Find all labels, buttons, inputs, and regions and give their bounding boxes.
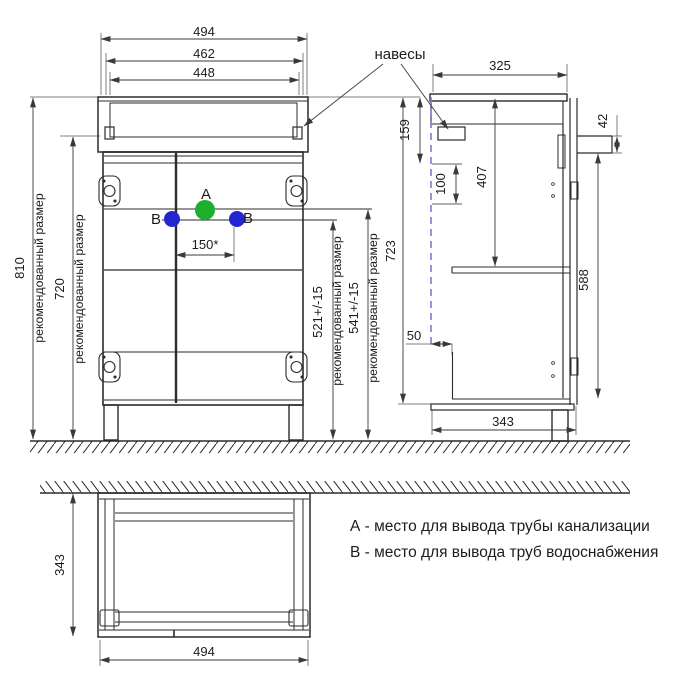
bracket-height-label: 42 [595,113,610,129]
height-cabinet-label: 723 [383,240,398,262]
back-height-label: 588 [576,269,591,291]
hinge-bottom-left [99,352,120,382]
front-width-mid-label: 462 [193,46,215,61]
hinge-top-right [286,176,307,206]
side-apron [431,101,563,124]
wall-bracket-bar [577,136,612,153]
height-overall-label: 810 [12,257,27,279]
front-width-inner-label: 448 [193,65,215,80]
bottom-view [98,493,310,637]
door-top-rails [104,156,302,163]
height-a-outlet-label: 541+/-15 [346,282,361,334]
back-screw-holes [552,183,555,378]
hinges-leader-left [304,64,383,126]
outlet-b-left-label: B [150,211,162,228]
bottom-view-outline [98,493,310,637]
hinge-bottom-right [286,352,307,382]
toe-kick-recess [452,352,570,399]
hinges-leaders [304,64,448,129]
depth-top-label: 325 [489,58,511,73]
countertop-recess [110,103,297,137]
front-width-overall-label: 494 [193,24,215,39]
pipe-zone-label: 100 [433,173,448,195]
countertop-outline [98,97,308,152]
legend-line-a: А - место для вывода трубы канализации [350,518,650,535]
bottomview-depth-label: 343 [52,554,67,576]
side-shelf [452,267,570,273]
outlet-b-right-label: B [242,210,254,227]
hinges-label: навесы [374,46,426,63]
side-hinge-bracket [438,127,465,140]
side-extensions [406,64,622,435]
b-spacing-label: 150* [191,237,219,252]
height-body-note: рекомендованный размер [72,214,86,364]
bottom-view-horizontals [99,499,309,630]
bottom-view-verticals [105,499,303,630]
leg-front-right [289,405,303,440]
side-bottom-plinth [431,404,574,410]
dimension-lines [33,39,617,660]
ground-hatch [30,441,630,453]
front-top-extensions [101,33,307,95]
side-countertop [430,94,567,101]
legend-line-b: В - место для вывода труб водоснабжения [350,544,659,561]
outlet-a-marker [195,200,215,220]
extension-lines [30,33,622,666]
height-b-outlet-note: рекомендованный размер [330,236,344,386]
hanging-rail-slot [558,135,565,168]
outlet-a-label: A [200,186,212,203]
hinge-offset-label: 159 [397,119,412,141]
depth-bottom-label: 343 [492,414,514,429]
side-view [430,94,612,441]
outlet-b-marker-left [164,211,180,227]
toe-recess-label: 50 [406,328,422,343]
height-body-label: 720 [52,278,67,300]
inner-height-label: 407 [474,166,489,188]
leg-side [552,410,568,441]
height-b-outlet-label: 521+/-15 [310,286,325,338]
bottomview-width-label: 494 [193,644,215,659]
leg-front-left [104,405,118,440]
height-overall-note: рекомендованный размер [32,193,46,343]
height-a-outlet-note: рекомендованный размер [366,233,380,383]
wall-hatch [40,481,630,493]
hinge-top-left [99,176,120,206]
